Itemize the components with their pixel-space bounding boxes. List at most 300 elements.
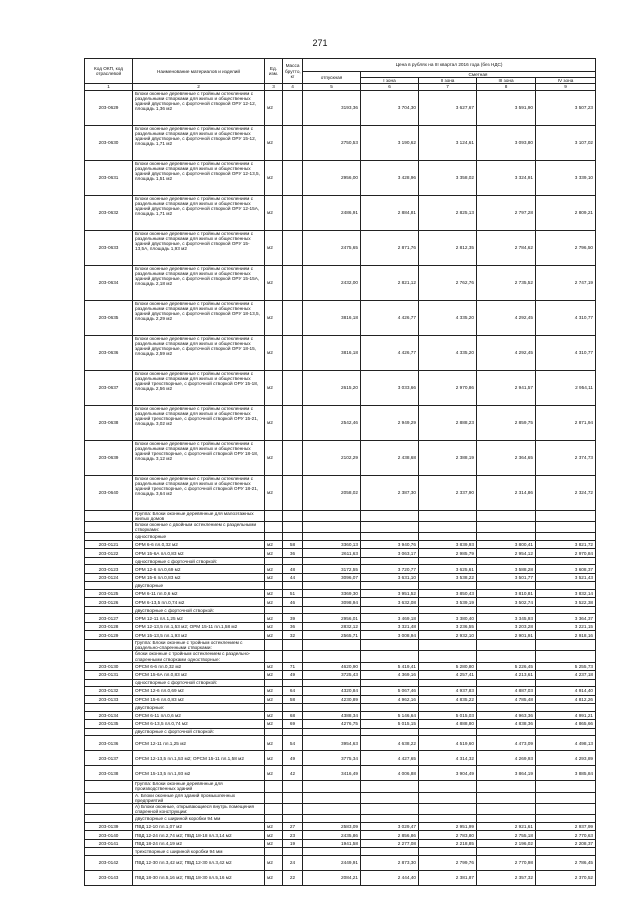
zone-2-price: 3 539,19 (419, 598, 477, 607)
empty-cell (419, 815, 477, 823)
product-code: 203-0640 (85, 475, 133, 510)
mass-cell: 46 (283, 598, 303, 607)
release-price: 1941,58 (303, 839, 361, 848)
product-code: 203-0141 (85, 839, 133, 848)
empty-cell (361, 704, 419, 712)
empty-cell (361, 848, 419, 856)
table-row (85, 870, 596, 885)
zone-2-price: 2 985,79 (419, 549, 477, 558)
table-row (85, 573, 596, 582)
empty-cell (419, 704, 477, 712)
table-row (85, 687, 596, 696)
mass-cell (283, 370, 303, 405)
zone-1-price: 2 444,40 (361, 870, 419, 885)
zone-4-price: 2 937,99 (536, 822, 596, 831)
product-name: Блоки оконные деревянные с тройным остеклением с раздельными створками для жилых и общественных зданий двустворные, с форточной створкой ОРУ 15-13,5А, площадь 1,93 м2 (133, 230, 265, 265)
product-name: ОРМ 15-6А пл.0,83 м2 (133, 549, 265, 558)
unit-cell: м2 (265, 711, 283, 720)
empty-cell (85, 582, 133, 590)
product-code: 203-0127 (85, 614, 133, 623)
empty-cell (477, 728, 536, 736)
zone-3-price: 3 345,93 (477, 614, 536, 623)
empty-cell (303, 557, 361, 565)
table-row (85, 549, 596, 558)
zone-1-price: 2 438,68 (361, 440, 419, 475)
unit-cell: м2 (265, 736, 283, 751)
zone-4-price: 2 786,45 (536, 855, 596, 870)
empty-cell (419, 792, 477, 803)
product-code: 203-0637 (85, 370, 133, 405)
table-row (85, 370, 596, 405)
empty-cell (85, 639, 133, 650)
zone-4-price: 3 107,02 (536, 125, 596, 160)
unit-cell: м2 (265, 565, 283, 574)
product-code: 203-0139 (85, 822, 133, 831)
empty-cell (419, 848, 477, 856)
zone-2-price: 4 314,32 (419, 751, 477, 766)
zone-1-price: 5 419,41 (361, 662, 419, 671)
zone-1-price: 4 426,77 (361, 335, 419, 370)
zone-1-price: 3 321,48 (361, 622, 419, 631)
empty-cell (265, 815, 283, 823)
zone-3-price: 4 292,45 (477, 335, 536, 370)
mass-cell: 42 (283, 766, 303, 781)
group-heading-row (85, 606, 596, 614)
mass-cell: 49 (283, 671, 303, 680)
zone-4-price: 2 747,19 (536, 265, 596, 300)
mass-cell (283, 440, 303, 475)
product-name: ОРМ 6-13,5 пл.0,74 м2 (133, 598, 265, 607)
zone-2-price: 2 388,19 (419, 440, 477, 475)
empty-cell (265, 651, 283, 662)
zone-2-price: 3 380,40 (419, 614, 477, 623)
group-heading: Группа: Блоки оконные деревянные для малоэтажных жилых домов (133, 510, 265, 521)
empty-cell (477, 679, 536, 687)
empty-cell (265, 639, 283, 650)
group-heading-row (85, 557, 596, 565)
product-name: Блоки оконные деревянные с тройным остеклением с раздельными створками для жилых и общественных зданий двустворные, с форточной створкой ОРУ 15-15А, площадь 2,18 м2 (133, 265, 265, 300)
release-price: 4620,90 (303, 662, 361, 671)
mass-cell: 49 (283, 751, 303, 766)
release-price: 3775,34 (303, 751, 361, 766)
empty-cell (85, 522, 133, 533)
release-price: 2475,65 (303, 230, 361, 265)
empty-cell (283, 533, 303, 541)
product-code: 203-0142 (85, 855, 133, 870)
table-row (85, 839, 596, 848)
empty-cell (303, 848, 361, 856)
empty-cell (283, 582, 303, 590)
unit-cell: м2 (265, 300, 283, 335)
zone-2-price: 4 335,20 (419, 335, 477, 370)
zone-1-price: 3 704,30 (361, 90, 419, 125)
zone-4-price: 4 914,40 (536, 687, 596, 696)
empty-cell (283, 804, 303, 815)
empty-cell (419, 522, 477, 533)
mass-cell: 68 (283, 711, 303, 720)
empty-cell (283, 651, 303, 662)
mass-cell (283, 125, 303, 160)
empty-cell (265, 510, 283, 521)
header-unit: Ед. изм. (265, 59, 283, 84)
product-name: Блоки оконные деревянные с тройным остеклением с раздельными створками для жилых и общественных зданий двустворные, с форточной створкой ОРУ 12-13,5, площадь 1,51 м2 (133, 160, 265, 195)
mass-cell (283, 475, 303, 510)
product-code: 203-0137 (85, 751, 133, 766)
group-heading-row (85, 510, 596, 521)
group-heading-row (85, 848, 596, 856)
mass-cell (283, 335, 303, 370)
empty-cell (361, 781, 419, 792)
empty-cell (265, 781, 283, 792)
mass-cell: 23 (283, 831, 303, 840)
empty-cell (283, 781, 303, 792)
empty-cell (536, 557, 596, 565)
empty-cell (477, 522, 536, 533)
product-code: 203-0123 (85, 565, 133, 574)
zone-2-price: 2 932,10 (419, 631, 477, 640)
empty-cell (361, 804, 419, 815)
mass-cell: 58 (283, 540, 303, 549)
group-heading-row (85, 728, 596, 736)
group-heading: двустворные с шириной коробки 94 мм (133, 815, 265, 823)
group-heading: Блоки оконные с двойным остеклением с раздельными створками: (133, 522, 265, 533)
zone-3-price: 2 314,86 (477, 475, 536, 510)
empty-cell (303, 792, 361, 803)
unit-cell: м2 (265, 598, 283, 607)
empty-cell (536, 815, 596, 823)
empty-cell (85, 704, 133, 712)
zone-1-price: 3 631,10 (361, 573, 419, 582)
group-heading: трехстворные с шириной коробки 94 мм (133, 848, 265, 856)
product-name: Блоки оконные деревянные с тройным остеклением с раздельными створками для жилых и общественных зданий трехстворные, с форточной створкой ОРУ 15-18, площадь 2,56 м2 (133, 370, 265, 405)
product-code: 203-0634 (85, 265, 133, 300)
mass-cell: 36 (283, 549, 303, 558)
zone-1-price: 3 063,17 (361, 549, 419, 558)
zone-3-price: 2 921,61 (477, 822, 536, 831)
zone-2-price: 3 839,93 (419, 540, 477, 549)
empty-cell (361, 510, 419, 521)
zone-3-price: 2 755,18 (477, 831, 536, 840)
zone-2-price: 4 937,83 (419, 687, 477, 696)
product-name: ОРСМ 6-11 пл.0,6 м2 (133, 711, 265, 720)
product-name: ОРМ 15-6 пл.0,83 м2 (133, 573, 265, 582)
unit-cell: м2 (265, 695, 283, 704)
table-row (85, 335, 596, 370)
zone-1-price: 3 033,66 (361, 370, 419, 405)
zone-3-price: 2 901,91 (477, 631, 536, 640)
product-name: ПВД 12-24 пл.2,74 м2; ПВД 18-18 пл.3,14 м2 (133, 831, 265, 840)
unit-cell: м2 (265, 230, 283, 265)
table-row (85, 230, 596, 265)
release-price: 2583,09 (303, 822, 361, 831)
table-row (85, 671, 596, 680)
empty-cell (361, 815, 419, 823)
product-code: 203-0135 (85, 720, 133, 729)
zone-2-price: 2 970,86 (419, 370, 477, 405)
product-code: 203-0631 (85, 160, 133, 195)
release-price: 2084,21 (303, 870, 361, 885)
empty-cell (303, 804, 361, 815)
empty-cell (419, 557, 477, 565)
group-heading: Группа: Блоки оконные с тройным остеклением с раздельно-спаренными створками: (133, 639, 265, 650)
product-name: Блоки оконные деревянные с тройным остеклением с раздельными створками для жилых и общественных зданий трехстворные, с форточной створкой ОРУ 15-21, площадь 3,02 м2 (133, 405, 265, 440)
table-row (85, 831, 596, 840)
zone-4-price: 4 498,13 (536, 736, 596, 751)
unit-cell: м2 (265, 573, 283, 582)
zone-1-price: 3 469,18 (361, 614, 419, 623)
zone-1-price: 5 146,64 (361, 711, 419, 720)
col-number: 9 (536, 84, 596, 90)
table-row (85, 711, 596, 720)
table-row (85, 440, 596, 475)
unit-cell: м2 (265, 370, 283, 405)
empty-cell (85, 815, 133, 823)
zone-1-price: 3 720,77 (361, 565, 419, 574)
product-name: ОРСМ 15-6 пл.0,83 м2 (133, 695, 265, 704)
empty-cell (283, 557, 303, 565)
table-row (85, 720, 596, 729)
zone-3-price: 4 887,03 (477, 687, 536, 696)
group-heading: двустворные с форточной створкой: (133, 728, 265, 736)
empty-cell (536, 510, 596, 521)
zone-3-price: 3 810,81 (477, 589, 536, 598)
empty-cell (283, 606, 303, 614)
unit-cell: м2 (265, 540, 283, 549)
zone-3-price: 2 196,02 (477, 839, 536, 848)
release-price: 4230,89 (303, 695, 361, 704)
zone-4-price: 3 507,23 (536, 90, 596, 125)
zone-1-price: 4 426,77 (361, 300, 419, 335)
empty-cell (477, 792, 536, 803)
zone-3-price: 3 800,41 (477, 540, 536, 549)
product-code: 203-0636 (85, 335, 133, 370)
product-code: 203-0630 (85, 125, 133, 160)
release-price: 2956,00 (303, 160, 361, 195)
table-row (85, 736, 596, 751)
zone-1-price: 2 884,81 (361, 195, 419, 230)
empty-cell (303, 704, 361, 712)
empty-cell (85, 679, 133, 687)
product-code: 203-0132 (85, 687, 133, 696)
empty-cell (265, 522, 283, 533)
product-code: 203-0143 (85, 870, 133, 885)
product-name: Блоки оконные деревянные с тройным остеклением с раздельными створками для жилых и общественных зданий двустворные, с форточной створкой ОРУ 18-13,5, площадь 2,29 м2 (133, 300, 265, 335)
group-heading-row (85, 533, 596, 541)
zone-3-price: 4 838,36 (477, 720, 536, 729)
product-name: ОРМ 12-11 пл.1,25 м2 (133, 614, 265, 623)
product-code: 203-0629 (85, 90, 133, 125)
product-name: ОРСМ 15-6А пл.0,83 м2 (133, 671, 265, 680)
empty-cell (361, 522, 419, 533)
empty-cell (283, 815, 303, 823)
zone-4-price: 2 918,16 (536, 631, 596, 640)
empty-cell (477, 815, 536, 823)
empty-cell (303, 728, 361, 736)
empty-cell (536, 639, 596, 650)
group-heading-row (85, 522, 596, 533)
zone-1-price: 2 949,29 (361, 405, 419, 440)
empty-cell (477, 582, 536, 590)
unit-cell: м2 (265, 766, 283, 781)
empty-cell (477, 704, 536, 712)
zone-3-price: 2 859,75 (477, 405, 536, 440)
zone-4-price: 3 339,10 (536, 160, 596, 195)
zone-3-price: 3 324,91 (477, 160, 536, 195)
header-mass: Масса брутто, кг (283, 59, 303, 84)
empty-cell (477, 510, 536, 521)
product-name: ОРСМ 12-6 пл.0,69 м2 (133, 687, 265, 696)
unit-cell: м2 (265, 440, 283, 475)
zone-2-price: 2 783,80 (419, 831, 477, 840)
mass-cell: 32 (283, 631, 303, 640)
zone-1-price: 3 632,08 (361, 598, 419, 607)
zone-3-price: 2 357,32 (477, 870, 536, 885)
empty-cell (477, 606, 536, 614)
empty-cell (303, 510, 361, 521)
empty-cell (536, 704, 596, 712)
empty-cell (419, 533, 477, 541)
unit-cell: м2 (265, 870, 283, 885)
product-name: ОРМ 12-13,5 пл.1,53 м2; ОРМ 15-11 пл.1,58 м2 (133, 622, 265, 631)
mass-cell (283, 195, 303, 230)
empty-cell (283, 510, 303, 521)
product-name: ОРСМ 12-13,5 пл.1,53 м2; ОРСМ 15-11 пл.1,58 м2 (133, 751, 265, 766)
empty-cell (536, 792, 596, 803)
empty-cell (361, 557, 419, 565)
empty-cell (361, 606, 419, 614)
product-name: ПВД 12-10 пл.1,07 м2 (133, 822, 265, 831)
empty-cell (283, 639, 303, 650)
zone-2-price: 4 257,41 (419, 671, 477, 680)
empty-cell (361, 679, 419, 687)
col-number: 5 (303, 84, 361, 90)
unit-cell: м2 (265, 831, 283, 840)
empty-cell (477, 804, 536, 815)
product-code: 203-0134 (85, 711, 133, 720)
empty-cell (265, 533, 283, 541)
empty-cell (265, 792, 283, 803)
empty-cell (303, 639, 361, 650)
release-price: 3816,18 (303, 300, 361, 335)
empty-cell (361, 728, 419, 736)
unit-cell: м2 (265, 720, 283, 729)
group-heading-row (85, 651, 596, 662)
zone-1-price: 3 190,62 (361, 125, 419, 160)
zone-2-price: 2 951,99 (419, 822, 477, 831)
zone-4-price: 2 871,94 (536, 405, 596, 440)
zone-4-price: 2 374,73 (536, 440, 596, 475)
header-code: Код ОКП, код отраслевой (85, 59, 133, 84)
table-row (85, 766, 596, 781)
zone-2-price: 4 335,20 (419, 300, 477, 335)
group-heading: двустворные (133, 582, 265, 590)
mass-cell: 64 (283, 687, 303, 696)
empty-cell (536, 522, 596, 533)
empty-cell (265, 728, 283, 736)
product-name: Блоки оконные деревянные с тройным остеклением с раздельными створками для жилых и общественных зданий двустворные, с форточной створкой ОРУ 18-15, площадь 2,59 м2 (133, 335, 265, 370)
product-code: 203-0128 (85, 622, 133, 631)
zone-1-price: 4 638,22 (361, 736, 419, 751)
product-code: 203-0133 (85, 695, 133, 704)
mass-cell: 58 (283, 695, 303, 704)
zone-1-price: 4 369,16 (361, 671, 419, 680)
empty-cell (536, 582, 596, 590)
col-number: 8 (477, 84, 536, 90)
table-row (85, 751, 596, 766)
zone-4-price: 2 370,52 (536, 870, 596, 885)
table-row (85, 125, 596, 160)
empty-cell (85, 533, 133, 541)
group-heading-row (85, 804, 596, 815)
empty-cell (419, 639, 477, 650)
zone-3-price: 4 292,45 (477, 300, 536, 335)
header-zone-4: IV зона (536, 78, 596, 84)
empty-cell (536, 804, 596, 815)
mass-cell (283, 230, 303, 265)
zone-1-price: 2 277,08 (361, 839, 419, 848)
zone-1-price: 3 029,47 (361, 822, 419, 831)
zone-4-price: 3 608,37 (536, 565, 596, 574)
empty-cell (477, 781, 536, 792)
zone-2-price: 4 888,80 (419, 720, 477, 729)
unit-cell: м2 (265, 475, 283, 510)
table-row (85, 475, 596, 510)
zone-3-price: 3 502,74 (477, 598, 536, 607)
table-body (85, 90, 596, 885)
zone-4-price: 4 237,18 (536, 671, 596, 680)
zone-4-price: 2 324,72 (536, 475, 596, 510)
zone-2-price: 2 218,85 (419, 839, 477, 848)
product-name: Блоки оконные деревянные с тройным остеклением с раздельными створками для жилых и общественных зданий трехстворные, с форточной створкой ОРУ 18-18, площадь 3,12 м2 (133, 440, 265, 475)
table-row (85, 300, 596, 335)
table-row (85, 695, 596, 704)
zone-4-price: 2 796,50 (536, 230, 596, 265)
release-price: 2432,00 (303, 265, 361, 300)
empty-cell (536, 533, 596, 541)
group-heading: одностворные (133, 533, 265, 541)
mass-cell: 69 (283, 720, 303, 729)
mass-cell: 51 (283, 589, 303, 598)
empty-cell (265, 848, 283, 856)
zone-3-price: 3 588,28 (477, 565, 536, 574)
mass-cell (283, 90, 303, 125)
table-row (85, 265, 596, 300)
header-price-title: Цена в рублях на III квартал 2016 года (без НДС) (303, 59, 596, 72)
zone-3-price: 4 213,61 (477, 671, 536, 680)
release-price: 3416,49 (303, 766, 361, 781)
empty-cell (303, 815, 361, 823)
product-name: ОРМ 6-11 пл.0,6 м2 (133, 589, 265, 598)
zone-3-price: 2 770,98 (477, 855, 536, 870)
empty-cell (477, 651, 536, 662)
product-code: 203-0632 (85, 195, 133, 230)
empty-cell (85, 510, 133, 521)
release-price: 3369,30 (303, 589, 361, 598)
zone-4-price: 3 522,38 (536, 598, 596, 607)
mass-cell: 48 (283, 565, 303, 574)
empty-cell (536, 679, 596, 687)
release-price: 2486,91 (303, 195, 361, 230)
empty-cell (477, 848, 536, 856)
mass-cell: 71 (283, 662, 303, 671)
empty-cell (536, 606, 596, 614)
zone-1-price: 3 008,94 (361, 631, 419, 640)
group-heading-row (85, 792, 596, 803)
unit-cell: м2 (265, 751, 283, 766)
product-name: ПВД 12-30 пл.3,42 м2; ПВД 12-30 пл.3,42 м2 (133, 855, 265, 870)
zone-1-price: 2 387,30 (361, 475, 419, 510)
zone-1-price: 2 821,12 (361, 265, 419, 300)
